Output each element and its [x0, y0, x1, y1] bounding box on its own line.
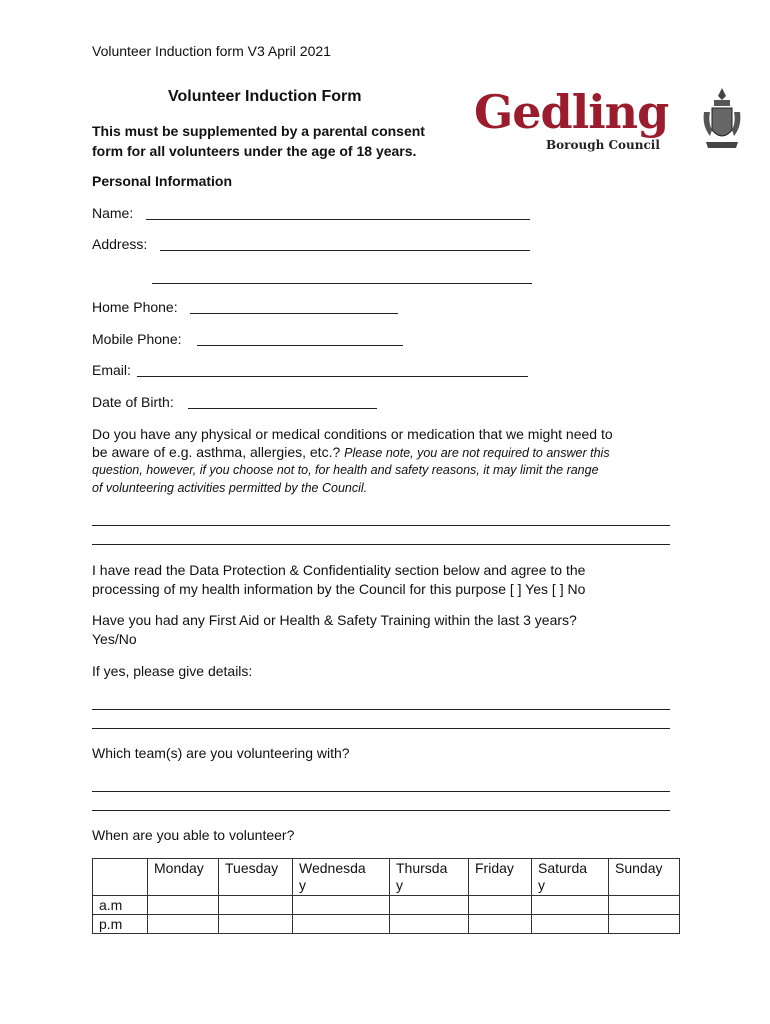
availability-row-am — [93, 896, 680, 915]
slot-cell[interactable] — [148, 896, 219, 915]
slot-cell[interactable] — [469, 896, 532, 915]
corner-cell — [93, 859, 148, 896]
details-label: If yes, please give details: — [92, 663, 253, 679]
address-field-line-2[interactable] — [152, 283, 532, 284]
details-answer-line-1[interactable] — [92, 709, 670, 710]
consent-note-line-2: form for all volunteers under the age of 18 years. — [92, 143, 417, 159]
day-header-monday: Monday — [148, 859, 219, 896]
slot-cell[interactable] — [532, 896, 609, 915]
name-field[interactable] — [146, 219, 530, 220]
logo-wordmark: Gedling — [474, 85, 669, 139]
teams-answer-line-1[interactable] — [92, 791, 670, 792]
day-header-wednesday: Wednesda y — [293, 859, 390, 896]
logo-subtitle: Borough Council — [546, 138, 660, 152]
name-label: Name: — [92, 205, 134, 221]
day-header-sunday: Sunday — [609, 859, 680, 896]
consent-note-line-1: This must be supplemented by a parental consent — [92, 123, 425, 139]
mobile-phone-field[interactable] — [197, 345, 403, 346]
details-answer-line-2[interactable] — [92, 728, 670, 729]
section-heading-personal: Personal Information — [92, 173, 233, 189]
teams-answer-line-2[interactable] — [92, 810, 670, 811]
first-aid-question-line-2: Yes/No — [92, 631, 137, 647]
teams-label: Which team(s) are you volunteering with? — [92, 745, 350, 761]
dob-label: Date of Birth: — [92, 394, 174, 410]
data-protection-line-1: I have read the Data Protection & Confidentiality section below and agree to the — [92, 562, 586, 578]
data-protection-line-2: processing of my health information by the Council for this purpose [ ] Yes [ ] No — [92, 581, 586, 597]
first-aid-question-line-1: Have you had any First Aid or Health & Safety Training within the last 3 years? — [92, 612, 577, 628]
home-phone-field[interactable] — [190, 313, 398, 314]
gedling-logo — [474, 86, 744, 158]
version-line: Volunteer Induction form V3 April 2021 — [92, 43, 331, 59]
medical-note-line-1: Please note, you are not required to answer this — [344, 446, 610, 460]
medical-question-line-2 — [92, 444, 610, 460]
coat-of-arms-icon — [700, 86, 744, 156]
email-label: Email: — [92, 362, 131, 378]
day-header-saturday: Saturda y — [532, 859, 609, 896]
slot-cell[interactable] — [609, 896, 680, 915]
medical-answer-line-2[interactable] — [92, 544, 670, 545]
availability-header-row — [93, 859, 680, 896]
slot-cell[interactable] — [469, 915, 532, 934]
address-field-line-1[interactable] — [160, 250, 530, 251]
mobile-phone-label: Mobile Phone: — [92, 331, 182, 347]
home-phone-label: Home Phone: — [92, 299, 178, 315]
email-field[interactable] — [137, 376, 528, 377]
dob-field[interactable] — [188, 408, 377, 409]
day-header-tuesday: Tuesday — [219, 859, 293, 896]
availability-table — [92, 858, 680, 934]
slot-cell[interactable] — [293, 915, 390, 934]
slot-cell[interactable] — [532, 915, 609, 934]
slot-cell[interactable] — [219, 915, 293, 934]
medical-note-line-3: of volunteering activities permitted by the Council. — [92, 481, 368, 495]
day-header-thursday: Thursda y — [390, 859, 469, 896]
availability-row-pm — [93, 915, 680, 934]
medical-answer-line-1[interactable] — [92, 525, 670, 526]
slot-cell[interactable] — [219, 896, 293, 915]
medical-note-line-2: question, however, if you choose not to, for health and safety reasons, it may limit the range — [92, 463, 599, 477]
form-title: Volunteer Induction Form — [168, 88, 362, 105]
medical-question-line-1: Do you have any physical or medical conditions or medication that we might need to — [92, 426, 613, 442]
day-header-friday: Friday — [469, 859, 532, 896]
availability-label: When are you able to volunteer? — [92, 827, 295, 843]
slot-cell[interactable] — [390, 915, 469, 934]
row-label-pm: p.m — [93, 915, 148, 934]
address-label: Address: — [92, 236, 148, 252]
slot-cell[interactable] — [390, 896, 469, 915]
row-label-am: a.m — [93, 896, 148, 915]
slot-cell[interactable] — [609, 915, 680, 934]
slot-cell[interactable] — [148, 915, 219, 934]
slot-cell[interactable] — [293, 896, 390, 915]
medical-question-text: be aware of e.g. asthma, allergies, etc.? — [92, 444, 341, 460]
